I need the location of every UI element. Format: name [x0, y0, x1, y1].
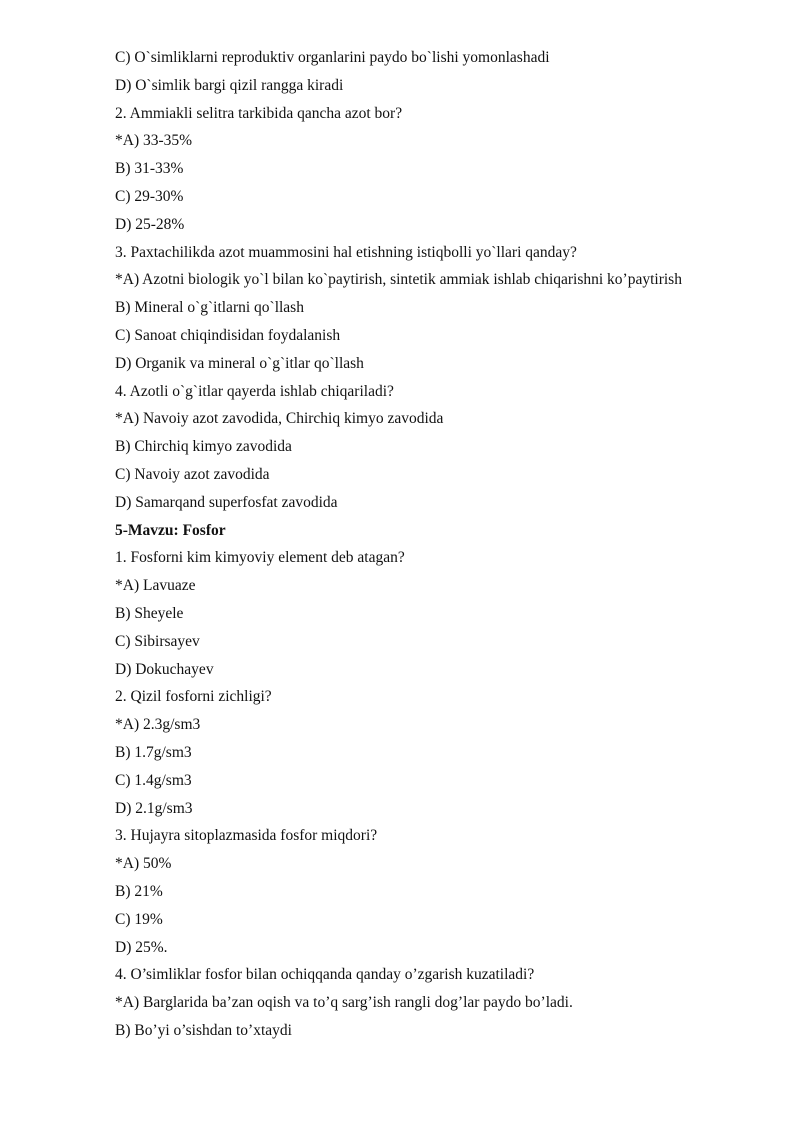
text-line: 4. Azotli o`g`itlar qayerda ishlab chiqariladi? [115, 382, 394, 400]
text-line: *A) 33-35% [115, 132, 193, 150]
text-line: B) 1.7g/sm3 [115, 743, 192, 761]
text-line: D) Dokuchayev [115, 660, 214, 678]
text-line: *A) Lavuaze [115, 577, 196, 595]
text-line: D) Organik va mineral o`g`itlar qo`llash [115, 354, 364, 372]
text-line: *A) Navoiy azot zavodida, Chirchiq kimyo zavodida [115, 410, 444, 428]
text-line: C) Navoiy azot zavodida [115, 465, 270, 483]
text-line: B) Sheyele [115, 604, 184, 622]
text-line: 1. Fosforni kim kimyoviy element deb atagan? [115, 549, 405, 567]
text-line: D) 2.1g/sm3 [115, 799, 193, 817]
text-line: C) O`simliklarni reproduktiv organlarini paydo bo`lishi yomonlashadi [115, 49, 550, 66]
text-line: 4. O’simliklar fosfor bilan ochiqqanda qanday o’zgarish kuzatiladi? [115, 966, 535, 984]
text-line: *A) 2.3g/sm3 [115, 716, 201, 734]
text-line: *A) Azotni biologik yo`l bilan ko`paytirish, sintetik ammiak ishlab chiqarishni ko’paytirish [115, 271, 682, 289]
text-line: B) Mineral o`g`itlarni qo`llash [115, 299, 304, 317]
text-line: D) 25%. [115, 938, 168, 956]
section-heading: 5-Mavzu: Fosfor [115, 521, 226, 539]
text-line: 2. Ammiakli selitra tarkibida qancha azot bor? [115, 104, 403, 122]
text-line: *A) Barglarida ba’zan oqish va to’q sarg’ish rangli dog’lar paydo bo’ladi. [115, 994, 573, 1012]
text-line: D) O`simlik bargi qizil rangga kiradi [115, 76, 344, 94]
text-line: D) 25-28% [115, 215, 185, 233]
text-line: C) 19% [115, 910, 163, 928]
text-line: D) Samarqand superfosfat zavodida [115, 493, 338, 511]
text-line: C) 29-30% [115, 187, 184, 205]
text-line: C) Sanoat chiqindisidan foydalanish [115, 326, 341, 344]
text-line: B) Bo’yi o’sishdan to’xtaydi [115, 1021, 292, 1039]
text-line: B) Chirchiq kimyo zavodida [115, 438, 292, 456]
text-line: B) 31-33% [115, 160, 184, 178]
text-line: 3. Hujayra sitoplazmasida fosfor miqdori? [115, 827, 378, 845]
text-line: C) 1.4g/sm3 [115, 771, 192, 789]
text-line: C) Sibirsayev [115, 632, 200, 650]
text-line: 2. Qizil fosforni zichligi? [115, 688, 272, 706]
document-body [115, 44, 755, 1045]
text-line: *A) 50% [115, 855, 172, 873]
text-line: B) 21% [115, 882, 163, 900]
text-line: 3. Paxtachilikda azot muammosini hal etishning istiqbolli yo`llari qanday? [115, 243, 577, 261]
